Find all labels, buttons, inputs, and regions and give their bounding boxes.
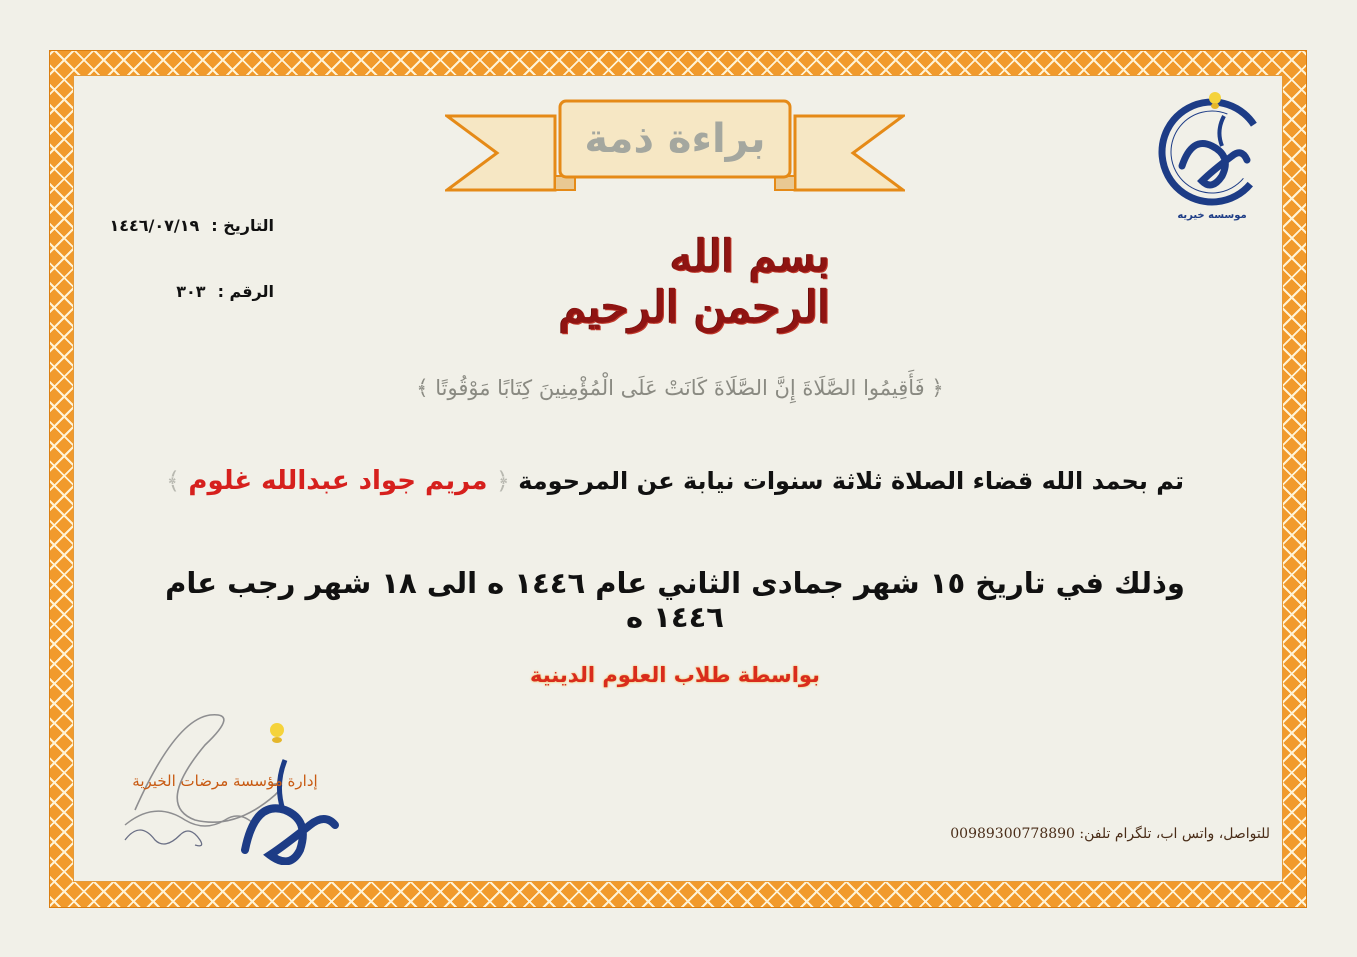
foundation-logo bbox=[1152, 86, 1272, 236]
performed-by: بواسطة طلاب العلوم الدينية bbox=[530, 663, 820, 687]
deceased-name: مريم جواد عبدالله غلوم bbox=[188, 466, 488, 496]
number-value: ٣٠٣ bbox=[176, 282, 206, 301]
bracket-open: ﴿ bbox=[495, 467, 510, 495]
completion-statement bbox=[150, 466, 1200, 510]
bracket-close: ﴾ bbox=[165, 467, 181, 495]
date-label: التاريخ : bbox=[211, 216, 274, 235]
basmala-calligraphy: بسم الله الرحمن الرحيم bbox=[558, 231, 830, 333]
number-label: الرقم : bbox=[218, 282, 274, 301]
logo-icon bbox=[1152, 86, 1272, 211]
number-row bbox=[84, 282, 274, 301]
title-ribbon bbox=[445, 98, 905, 198]
date-value: ١٤٤٦/٠٧/١٩ bbox=[109, 216, 200, 235]
statement-text: تم بحمد الله قضاء الصلاة ثلاثة سنوات نيابة عن المرحومة bbox=[518, 467, 1185, 495]
quran-verse: ﴿ فَأَقِيمُوا الصَّلَاةَ إِنَّ الصَّلَاةَ كَانَتْ عَلَى الْمُؤْمِنِينَ كِتَابًا مَوْقُوتًا ﴾ bbox=[416, 376, 944, 400]
signature-caption: إدارة مؤسسة مرضات الخيرية bbox=[132, 772, 318, 790]
certificate-title: براءة ذمة bbox=[584, 116, 766, 162]
signature-area bbox=[105, 700, 350, 865]
date-range-statement: وذلك في تاريخ ١٥ شهر جمادى الثاني عام ١٤٤٦ ه الى ١٨ شهر رجب عام ١٤٤٦ ه bbox=[165, 566, 1185, 634]
contact-info: للتواصل، واتس اب، تلگرام تلفن: 00989300778890 bbox=[950, 826, 1270, 842]
logo-caption: موسسه خيريه bbox=[1177, 210, 1247, 221]
date-row bbox=[84, 216, 274, 235]
